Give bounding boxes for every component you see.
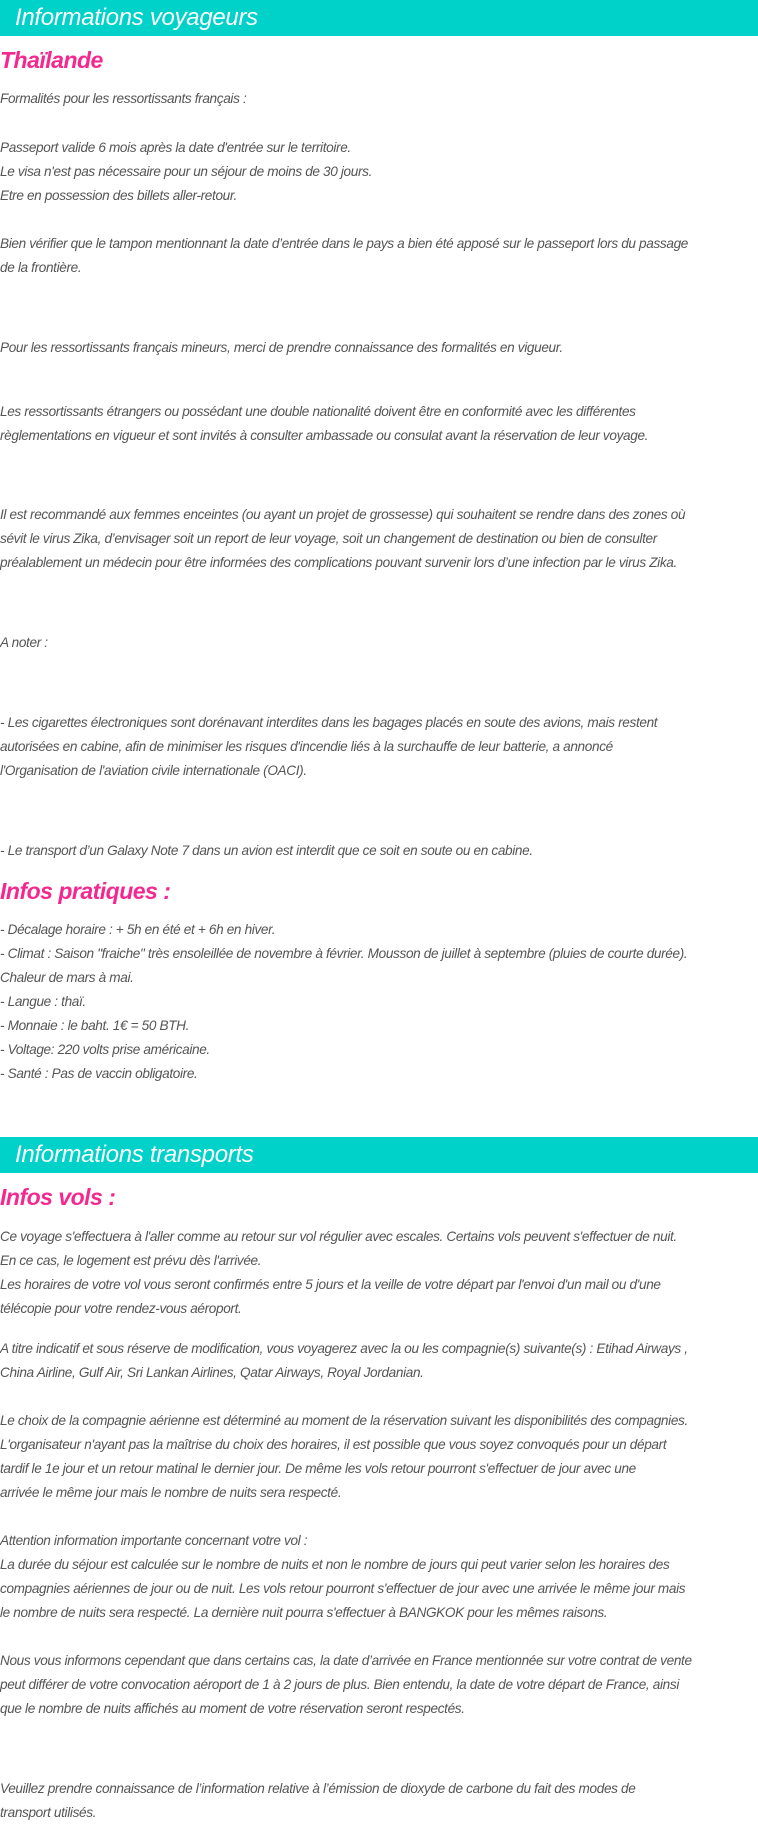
paragraph-line: Ce voyage s'effectuera à l'aller comme au retour sur vol régulier avec escales. Certains vols peuvent s'effectuer de nuit.	[0, 1229, 677, 1244]
pratique-item: - Climat : Saison "fraiche" très ensoleillée de novembre à février. Mousson de juillet à septembre (pluies de courte durée).	[0, 946, 688, 961]
galaxy-paragraph: - Le transport d’un Galaxy Note 7 dans un avion est interdit que ce soit en soute ou en cabine.	[0, 843, 533, 858]
paragraph-line: Bien vérifier que le tampon mentionnant la date d’entrée dans le pays a bien été apposé sur le passeport lors du passage	[0, 236, 689, 251]
paragraph-line: Il est recommandé aux femmes enceintes (ou ayant un projet de grossesse) qui souhaitent se rendre dans des zones où	[0, 507, 686, 522]
paragraph-line: Le choix de la compagnie aérienne est déterminé au moment de la réservation suivant les disponibilités des compagnies.	[0, 1413, 688, 1428]
formalites-line: Etre en possession des billets aller-retour.	[0, 188, 237, 203]
paragraph-line: le nombre de nuits sera respecté. La dernière nuit pourra s'effectuer à BANGKOK pour les mêmes raisons.	[0, 1605, 608, 1620]
paragraph-line: La durée du séjour est calculée sur le nombre de nuits et non le nombre de jours qui peut varier selon les horaires des	[0, 1557, 670, 1572]
paragraph-line: tardif le 1e jour et un retour matinal le dernier jour. De même les vols retour pourront s'effectuer de jour avec une	[0, 1461, 636, 1476]
formalites-intro: Formalités pour les ressortissants français :	[0, 91, 247, 106]
pratique-item: - Santé : Pas de vaccin obligatoire.	[0, 1066, 198, 1081]
paragraph-line: l'Organisation de l'aviation civile internationale (OACI).	[0, 763, 307, 778]
paragraph-line: de la frontière.	[0, 260, 82, 275]
paragraph-line: peut différer de votre convocation aéroport de 1 à 2 jours de plus. Bien entendu, la date de votre départ de France, ainsi	[0, 1677, 679, 1692]
pratique-item: - Voltage: 220 volts prise américaine.	[0, 1042, 210, 1057]
section-band-voyageurs: Informations voyageurs	[0, 0, 758, 36]
paragraph-line: télécopie pour votre rendez-vous aéroport.	[0, 1301, 242, 1316]
paragraph-line: L'organisateur n'ayant pas la maîtrise du choix des horaires, il est possible que vous soyez convoqués pour un départ	[0, 1437, 667, 1452]
paragraph-line: préalablement un médecin pour être informées des complications pouvant survenir lors d’une infection par le virus Zika.	[0, 555, 677, 570]
paragraph-line: A titre indicatif et sous réserve de modification, vous voyagerez avec la ou les compagnie(s) suivante(s) : Etihad Airways ,	[0, 1341, 688, 1356]
section-band-transports: Informations transports	[0, 1137, 758, 1173]
paragraph-line: China Airline, Gulf Air, Sri Lankan Airlines, Qatar Airways, Royal Jordanian.	[0, 1365, 424, 1380]
pratique-item: - Monnaie : le baht. 1€ = 50 BTH.	[0, 1018, 190, 1033]
paragraph-line: Les horaires de votre vol vous seront confirmés entre 5 jours et la veille de votre départ par l'envoi d'un mail ou d'une	[0, 1277, 661, 1292]
paragraph-line: En ce cas, le logement est prévu dès l'arrivée.	[0, 1253, 262, 1268]
paragraph-line: règlementations en vigueur et sont invités à consulter ambassade ou consulat avant la réservation de leur voyage.	[0, 428, 649, 443]
paragraph-line: Nous vous informons cependant que dans certains cas, la date d’arrivée en France mentionnée sur votre contrat de vente	[0, 1653, 692, 1668]
a-noter-label: A noter :	[0, 635, 48, 650]
paragraph-line: arrivée le même jour mais le nombre de nuits sera respecté.	[0, 1485, 342, 1500]
paragraph-line: - Les cigarettes électroniques sont dorénavant interdites dans les bagages placés en soute des avions, mais restent	[0, 715, 658, 730]
paragraph-line: Attention information importante concernant votre vol :	[0, 1533, 308, 1548]
infos-vols-title: Infos vols :	[0, 1184, 116, 1210]
pratique-item: Chaleur de mars à mai.	[0, 970, 134, 985]
pratique-item: - Décalage horaire : + 5h en été et + 6h en hiver.	[0, 922, 276, 937]
infos-pratiques-title: Infos pratiques :	[0, 878, 171, 904]
country-title: Thaïlande	[0, 47, 103, 73]
paragraph-line: Les ressortissants étrangers ou possédant une double nationalité doivent être en conformité avec les différentes	[0, 404, 636, 419]
paragraph-line: transport utilisés.	[0, 1805, 97, 1820]
paragraph-line: sévit le virus Zika, d’envisager soit un report de leur voyage, soit un changement de destination ou bien de consulter	[0, 531, 657, 546]
formalites-line: Passeport valide 6 mois après la date d'entrée sur le territoire.	[0, 140, 351, 155]
paragraph-line: Veuillez prendre connaissance de l’information relative à l’émission de dioxyde de carbone du fait des modes de	[0, 1781, 636, 1796]
mineurs-paragraph: Pour les ressortissants français mineurs, merci de prendre connaissance des formalités en vigueur.	[0, 340, 563, 355]
paragraph-line: autorisées en cabine, afin de minimiser les risques d'incendie liés à la surchauffe de leur batterie, a annoncé	[0, 739, 613, 754]
pratique-item: - Langue : thaï.	[0, 994, 86, 1009]
paragraph-line: que le nombre de nuits affichés au moment de votre réservation seront respectés.	[0, 1701, 465, 1716]
paragraph-line: compagnies aériennes de jour ou de nuit. Les vols retour pourront s'effectuer de jour avec une arrivée le même jour mais	[0, 1581, 686, 1596]
formalites-line: Le visa n'est pas nécessaire pour un séjour de moins de 30 jours.	[0, 164, 373, 179]
